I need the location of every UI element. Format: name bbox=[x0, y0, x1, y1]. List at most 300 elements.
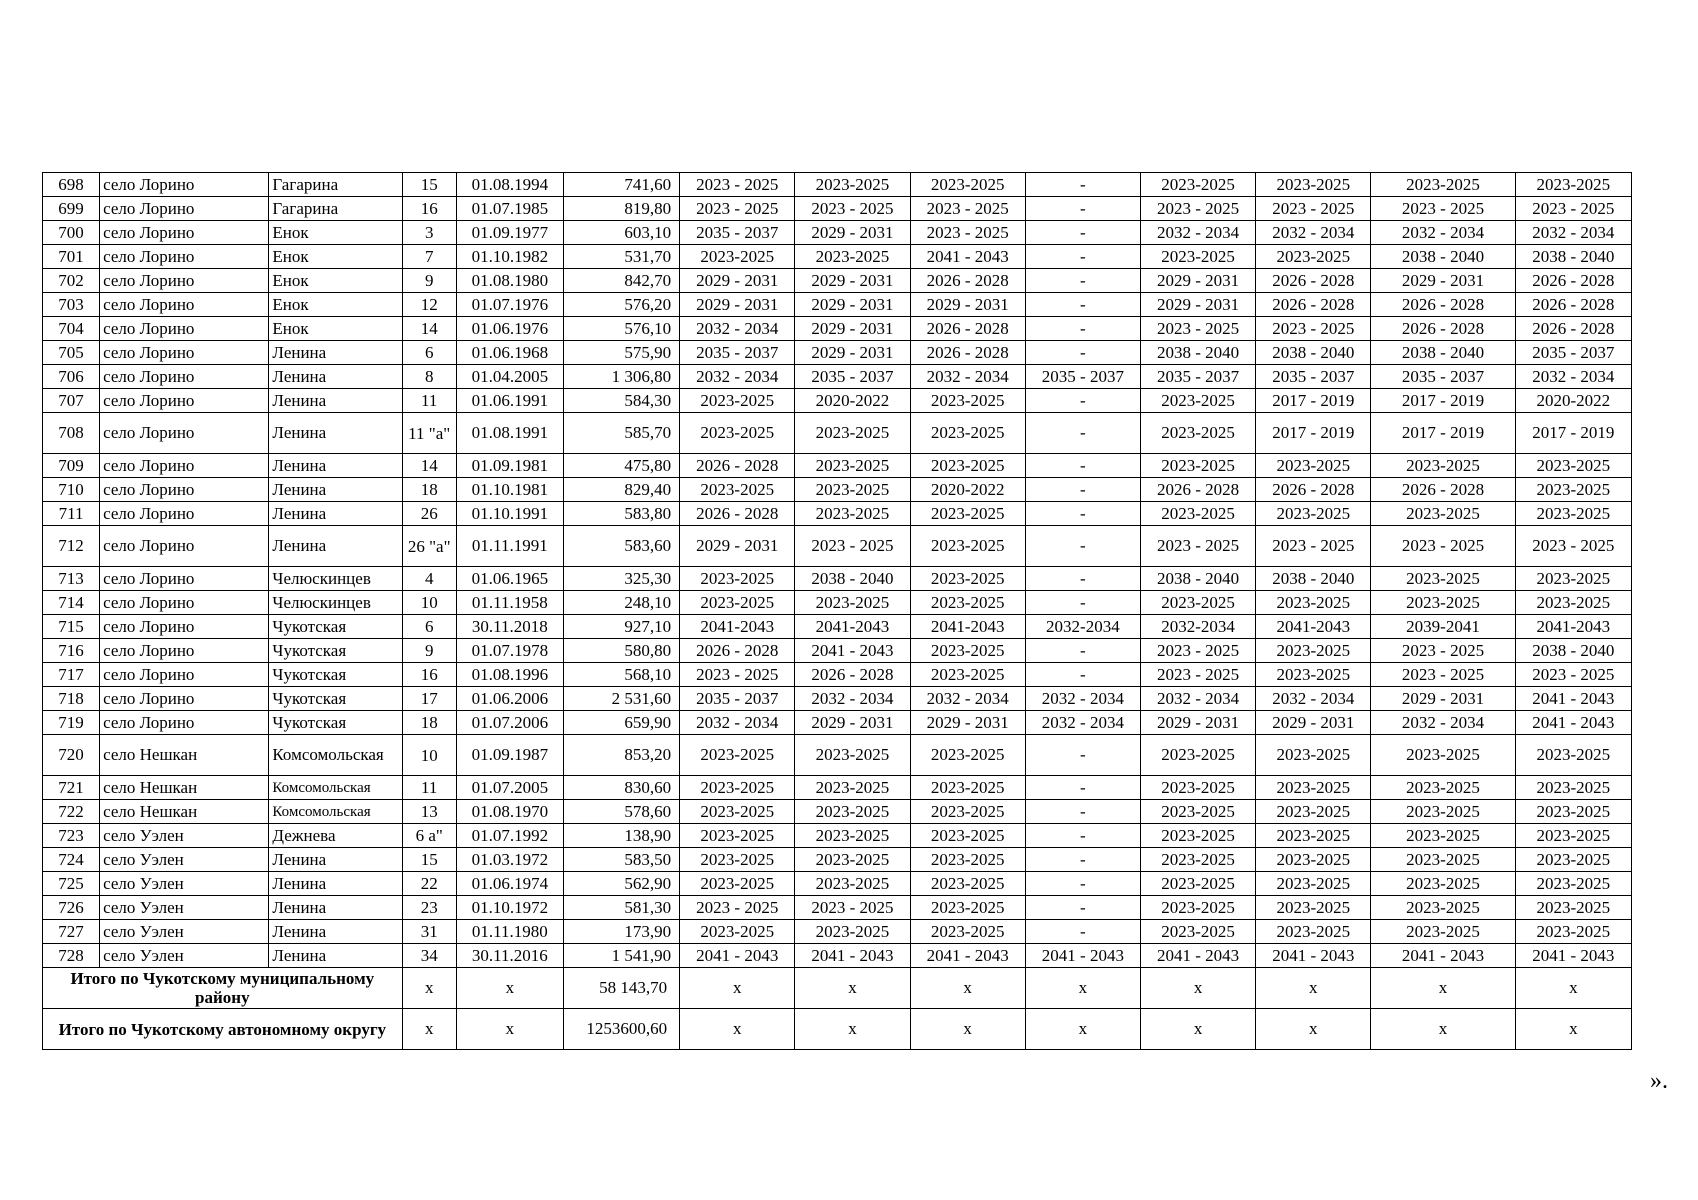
house-number-cell: 17 bbox=[402, 687, 456, 711]
period-cell: 2023-2025 bbox=[1140, 776, 1255, 800]
total-mark-cell: х bbox=[1140, 968, 1255, 1009]
area-cell: 830,60 bbox=[563, 776, 679, 800]
period-cell: 2023-2025 bbox=[680, 478, 795, 502]
period-cell: 2041 - 2043 bbox=[795, 944, 910, 968]
period-cell: 2023-2025 bbox=[1515, 824, 1631, 848]
period-cell: 2023-2025 bbox=[1256, 173, 1371, 197]
period-cell: - bbox=[1025, 776, 1140, 800]
locality-cell: село Уэлен bbox=[100, 848, 269, 872]
locality-cell: село Лорино bbox=[100, 413, 269, 454]
table-row bbox=[43, 735, 1632, 776]
period-cell: 2038 - 2040 bbox=[1371, 341, 1515, 365]
row-number-cell: 703 bbox=[43, 293, 100, 317]
period-cell: 2023-2025 bbox=[1140, 245, 1255, 269]
locality-cell: село Лорино bbox=[100, 591, 269, 615]
period-cell: 2029 - 2031 bbox=[795, 293, 910, 317]
street-cell: Ленина bbox=[269, 872, 402, 896]
row-number-cell: 707 bbox=[43, 389, 100, 413]
period-cell: 2023-2025 bbox=[795, 591, 910, 615]
period-cell: 2032 - 2034 bbox=[1371, 711, 1515, 735]
period-cell: 2038 - 2040 bbox=[1371, 245, 1515, 269]
total-mark-cell: х bbox=[680, 1009, 795, 1050]
period-cell: 2023 - 2025 bbox=[680, 896, 795, 920]
locality-cell: село Уэлен bbox=[100, 896, 269, 920]
house-number-cell: 3 bbox=[402, 221, 456, 245]
period-cell: 2023 - 2025 bbox=[795, 197, 910, 221]
total-mark-cell: х bbox=[456, 968, 563, 1009]
period-cell: 2023-2025 bbox=[910, 848, 1025, 872]
locality-cell: село Лорино bbox=[100, 173, 269, 197]
period-cell: 2023-2025 bbox=[1515, 173, 1631, 197]
period-cell: 2023-2025 bbox=[680, 824, 795, 848]
locality-cell: село Нешкан bbox=[100, 800, 269, 824]
period-cell: - bbox=[1025, 824, 1140, 848]
period-cell: 2041-2043 bbox=[910, 615, 1025, 639]
street-cell: Чукотская bbox=[269, 687, 402, 711]
period-cell: 2023-2025 bbox=[1140, 735, 1255, 776]
period-cell: 2026 - 2028 bbox=[680, 502, 795, 526]
period-cell: 2026 - 2028 bbox=[1140, 478, 1255, 502]
area-cell: 603,10 bbox=[563, 221, 679, 245]
period-cell: 2023-2025 bbox=[1515, 872, 1631, 896]
total-area-cell: 1253600,60 bbox=[563, 1009, 679, 1050]
house-number-cell: 34 bbox=[402, 944, 456, 968]
table-row bbox=[43, 389, 1632, 413]
period-cell: 2023-2025 bbox=[1371, 591, 1515, 615]
table-row bbox=[43, 591, 1632, 615]
row-number-cell: 700 bbox=[43, 221, 100, 245]
house-number-cell: 26 "а" bbox=[402, 526, 456, 567]
period-cell: 2023 - 2025 bbox=[1140, 317, 1255, 341]
period-cell: 2035 - 2037 bbox=[680, 687, 795, 711]
locality-cell: село Лорино bbox=[100, 293, 269, 317]
commissioning-date-cell: 01.06.1965 bbox=[456, 567, 563, 591]
area-cell: 853,20 bbox=[563, 735, 679, 776]
period-cell: 2017 - 2019 bbox=[1515, 413, 1631, 454]
period-cell: 2029 - 2031 bbox=[795, 711, 910, 735]
period-cell: 2023-2025 bbox=[795, 872, 910, 896]
period-cell: 2032 - 2034 bbox=[680, 711, 795, 735]
table-row bbox=[43, 848, 1632, 872]
period-cell: - bbox=[1025, 478, 1140, 502]
period-cell: 2023-2025 bbox=[680, 567, 795, 591]
period-cell: 2029 - 2031 bbox=[795, 269, 910, 293]
total-mark-cell: х bbox=[680, 968, 795, 1009]
period-cell: 2023 - 2025 bbox=[680, 663, 795, 687]
total-mark-cell: х bbox=[1371, 1009, 1515, 1050]
locality-cell: село Уэлен bbox=[100, 944, 269, 968]
period-cell: 2026 - 2028 bbox=[910, 269, 1025, 293]
house-number-cell: 11 bbox=[402, 776, 456, 800]
period-cell: 2035 - 2037 bbox=[795, 365, 910, 389]
commissioning-date-cell: 01.10.1982 bbox=[456, 245, 563, 269]
locality-cell: село Лорино bbox=[100, 365, 269, 389]
total-mark-cell: х bbox=[1256, 968, 1371, 1009]
period-cell: 2023-2025 bbox=[795, 824, 910, 848]
area-cell: 581,30 bbox=[563, 896, 679, 920]
area-cell: 1 541,90 bbox=[563, 944, 679, 968]
period-cell: 2023 - 2025 bbox=[1515, 526, 1631, 567]
house-number-cell: 14 bbox=[402, 317, 456, 341]
house-number-cell: 18 bbox=[402, 711, 456, 735]
period-cell: 2023 - 2025 bbox=[910, 221, 1025, 245]
period-cell: 2023-2025 bbox=[910, 591, 1025, 615]
period-cell: 2017 - 2019 bbox=[1371, 389, 1515, 413]
period-cell: - bbox=[1025, 800, 1140, 824]
period-cell: 2041 - 2043 bbox=[1515, 711, 1631, 735]
period-cell: 2023-2025 bbox=[1256, 920, 1371, 944]
period-cell: 2023-2025 bbox=[910, 389, 1025, 413]
area-cell: 583,60 bbox=[563, 526, 679, 567]
commissioning-date-cell: 01.11.1958 bbox=[456, 591, 563, 615]
house-number-cell: 26 bbox=[402, 502, 456, 526]
table-row bbox=[43, 687, 1632, 711]
total-area-cell: 58 143,70 bbox=[563, 968, 679, 1009]
commissioning-date-cell: 30.11.2016 bbox=[456, 944, 563, 968]
period-cell: 2026 - 2028 bbox=[1371, 478, 1515, 502]
period-cell: - bbox=[1025, 269, 1140, 293]
period-cell: 2032 - 2034 bbox=[910, 365, 1025, 389]
locality-cell: село Уэлен bbox=[100, 872, 269, 896]
period-cell: 2026 - 2028 bbox=[1515, 317, 1631, 341]
period-cell: 2023-2025 bbox=[680, 413, 795, 454]
row-number-cell: 724 bbox=[43, 848, 100, 872]
commissioning-date-cell: 01.08.1980 bbox=[456, 269, 563, 293]
period-cell: 2023-2025 bbox=[910, 824, 1025, 848]
street-cell: Ленина bbox=[269, 454, 402, 478]
area-cell: 578,60 bbox=[563, 800, 679, 824]
period-cell: - bbox=[1025, 567, 1140, 591]
period-cell: 2029 - 2031 bbox=[1371, 269, 1515, 293]
area-cell: 575,90 bbox=[563, 341, 679, 365]
table-row bbox=[43, 197, 1632, 221]
row-number-cell: 728 bbox=[43, 944, 100, 968]
locality-cell: село Лорино bbox=[100, 502, 269, 526]
row-number-cell: 704 bbox=[43, 317, 100, 341]
total-label: Итого по Чукотскому муниципальному району bbox=[43, 968, 403, 1009]
period-cell: 2023-2025 bbox=[1256, 776, 1371, 800]
row-number-cell: 715 bbox=[43, 615, 100, 639]
period-cell: 2023-2025 bbox=[1371, 896, 1515, 920]
total-mark-cell: х bbox=[795, 1009, 910, 1050]
period-cell: 2023-2025 bbox=[1256, 502, 1371, 526]
row-number-cell: 706 bbox=[43, 365, 100, 389]
street-cell: Енок bbox=[269, 293, 402, 317]
house-number-cell: 6 bbox=[402, 341, 456, 365]
period-cell: - bbox=[1025, 221, 1140, 245]
period-cell: 2029 - 2031 bbox=[910, 293, 1025, 317]
period-cell: 2023-2025 bbox=[680, 735, 795, 776]
period-cell: 2023-2025 bbox=[1140, 920, 1255, 944]
street-cell: Ленина bbox=[269, 478, 402, 502]
period-cell: 2023-2025 bbox=[1140, 413, 1255, 454]
period-cell: 2026 - 2028 bbox=[1371, 293, 1515, 317]
period-cell: 2023-2025 bbox=[910, 502, 1025, 526]
commissioning-date-cell: 01.06.1974 bbox=[456, 872, 563, 896]
period-cell: 2023-2025 bbox=[1256, 872, 1371, 896]
period-cell: 2039-2041 bbox=[1371, 615, 1515, 639]
period-cell: 2026 - 2028 bbox=[1515, 293, 1631, 317]
locality-cell: село Лорино bbox=[100, 221, 269, 245]
table-row bbox=[43, 293, 1632, 317]
period-cell: 2023-2025 bbox=[1371, 824, 1515, 848]
locality-cell: село Нешкан bbox=[100, 735, 269, 776]
locality-cell: село Лорино bbox=[100, 197, 269, 221]
table-row bbox=[43, 413, 1632, 454]
period-cell: 2023-2025 bbox=[795, 413, 910, 454]
period-cell: 2023-2025 bbox=[680, 591, 795, 615]
row-number-cell: 726 bbox=[43, 896, 100, 920]
period-cell: 2023-2025 bbox=[795, 920, 910, 944]
house-number-cell: 7 bbox=[402, 245, 456, 269]
period-cell: 2023 - 2025 bbox=[1371, 526, 1515, 567]
period-cell: 2023-2025 bbox=[1371, 848, 1515, 872]
period-cell: 2026 - 2028 bbox=[795, 663, 910, 687]
period-cell: 2023-2025 bbox=[795, 502, 910, 526]
period-cell: 2023 - 2025 bbox=[1371, 663, 1515, 687]
period-cell: 2032 - 2034 bbox=[1256, 687, 1371, 711]
period-cell: 2023-2025 bbox=[910, 454, 1025, 478]
period-cell: 2029 - 2031 bbox=[680, 293, 795, 317]
period-cell: 2032 - 2034 bbox=[1025, 711, 1140, 735]
period-cell: 2023-2025 bbox=[1256, 663, 1371, 687]
area-cell: 568,10 bbox=[563, 663, 679, 687]
period-cell: 2026 - 2028 bbox=[680, 454, 795, 478]
period-cell: 2023 - 2025 bbox=[680, 197, 795, 221]
period-cell: 2017 - 2019 bbox=[1371, 413, 1515, 454]
period-cell: 2035 - 2037 bbox=[1515, 341, 1631, 365]
table-row bbox=[43, 221, 1632, 245]
total-mark-cell: х bbox=[402, 1009, 456, 1050]
commissioning-date-cell: 01.10.1972 bbox=[456, 896, 563, 920]
table-row bbox=[43, 776, 1632, 800]
street-cell: Ленина bbox=[269, 365, 402, 389]
total-mark-cell: х bbox=[1025, 968, 1140, 1009]
street-cell: Ленина bbox=[269, 502, 402, 526]
street-cell: Ленина bbox=[269, 413, 402, 454]
period-cell: 2038 - 2040 bbox=[1256, 341, 1371, 365]
period-cell: 2023-2025 bbox=[1515, 735, 1631, 776]
table-row bbox=[43, 824, 1632, 848]
period-cell: 2023-2025 bbox=[1371, 872, 1515, 896]
area-cell: 584,30 bbox=[563, 389, 679, 413]
house-number-cell: 15 bbox=[402, 173, 456, 197]
table-row bbox=[43, 526, 1632, 567]
locality-cell: село Лорино bbox=[100, 663, 269, 687]
area-cell: 475,80 bbox=[563, 454, 679, 478]
area-cell: 576,10 bbox=[563, 317, 679, 341]
period-cell: - bbox=[1025, 341, 1140, 365]
period-cell: 2038 - 2040 bbox=[1515, 639, 1631, 663]
street-cell: Енок bbox=[269, 245, 402, 269]
street-cell: Челюскинцев bbox=[269, 591, 402, 615]
total-mark-cell: х bbox=[1371, 968, 1515, 1009]
period-cell: 2023-2025 bbox=[795, 800, 910, 824]
period-cell: 2041 - 2043 bbox=[910, 245, 1025, 269]
period-cell: 2041 - 2043 bbox=[910, 944, 1025, 968]
period-cell: 2023-2025 bbox=[795, 454, 910, 478]
table-body bbox=[43, 173, 1632, 1050]
street-cell: Челюскинцев bbox=[269, 567, 402, 591]
period-cell: 2032 - 2034 bbox=[1515, 365, 1631, 389]
period-cell: 2023-2025 bbox=[1140, 800, 1255, 824]
period-cell: - bbox=[1025, 173, 1140, 197]
row-number-cell: 698 bbox=[43, 173, 100, 197]
period-cell: 2023-2025 bbox=[910, 920, 1025, 944]
area-cell: 576,20 bbox=[563, 293, 679, 317]
period-cell: 2023-2025 bbox=[1140, 502, 1255, 526]
total-mark-cell: х bbox=[910, 968, 1025, 1009]
commissioning-date-cell: 01.06.1968 bbox=[456, 341, 563, 365]
period-cell: - bbox=[1025, 317, 1140, 341]
locality-cell: село Лорино bbox=[100, 567, 269, 591]
period-cell: 2023-2025 bbox=[1256, 245, 1371, 269]
table-row bbox=[43, 920, 1632, 944]
street-cell: Ленина bbox=[269, 341, 402, 365]
period-cell: 2023 - 2025 bbox=[1256, 317, 1371, 341]
row-number-cell: 699 bbox=[43, 197, 100, 221]
total-mark-cell: х bbox=[795, 968, 910, 1009]
period-cell: 2023-2025 bbox=[1371, 800, 1515, 824]
area-cell: 819,80 bbox=[563, 197, 679, 221]
locality-cell: село Уэлен bbox=[100, 824, 269, 848]
row-number-cell: 727 bbox=[43, 920, 100, 944]
period-cell: 2017 - 2019 bbox=[1256, 389, 1371, 413]
commissioning-date-cell: 01.08.1996 bbox=[456, 663, 563, 687]
period-cell: 2035 - 2037 bbox=[1371, 365, 1515, 389]
period-cell: 2023-2025 bbox=[680, 776, 795, 800]
period-cell: 2023-2025 bbox=[1140, 872, 1255, 896]
period-cell: - bbox=[1025, 896, 1140, 920]
row-number-cell: 709 bbox=[43, 454, 100, 478]
street-cell: Ленина bbox=[269, 526, 402, 567]
period-cell: 2023 - 2025 bbox=[1256, 526, 1371, 567]
period-cell: 2029 - 2031 bbox=[795, 317, 910, 341]
commissioning-date-cell: 01.07.1976 bbox=[456, 293, 563, 317]
locality-cell: село Лорино bbox=[100, 317, 269, 341]
house-number-cell: 16 bbox=[402, 663, 456, 687]
house-number-cell: 6 bbox=[402, 615, 456, 639]
commissioning-date-cell: 01.06.2006 bbox=[456, 687, 563, 711]
row-number-cell: 711 bbox=[43, 502, 100, 526]
commissioning-date-cell: 01.08.1970 bbox=[456, 800, 563, 824]
period-cell: 2023 - 2025 bbox=[1140, 526, 1255, 567]
house-number-cell: 16 bbox=[402, 197, 456, 221]
period-cell: 2029 - 2031 bbox=[1256, 711, 1371, 735]
commissioning-date-cell: 01.07.1985 bbox=[456, 197, 563, 221]
table-row bbox=[43, 341, 1632, 365]
commissioning-date-cell: 01.10.1981 bbox=[456, 478, 563, 502]
period-cell: 2029 - 2031 bbox=[1140, 269, 1255, 293]
house-number-cell: 9 bbox=[402, 269, 456, 293]
period-cell: - bbox=[1025, 454, 1140, 478]
period-cell: 2029 - 2031 bbox=[1140, 711, 1255, 735]
period-cell: 2038 - 2040 bbox=[1515, 245, 1631, 269]
period-cell: 2029 - 2031 bbox=[680, 269, 795, 293]
period-cell: 2023-2025 bbox=[795, 245, 910, 269]
locality-cell: село Лорино bbox=[100, 341, 269, 365]
table-row bbox=[43, 173, 1632, 197]
period-cell: 2023-2025 bbox=[910, 896, 1025, 920]
period-cell: 2023-2025 bbox=[1256, 639, 1371, 663]
period-cell: 2023-2025 bbox=[680, 389, 795, 413]
period-cell: 2023 - 2025 bbox=[1515, 197, 1631, 221]
table-row bbox=[43, 317, 1632, 341]
period-cell: 2023-2025 bbox=[910, 663, 1025, 687]
street-cell: Чукотская bbox=[269, 711, 402, 735]
locality-cell: село Уэлен bbox=[100, 920, 269, 944]
period-cell: 2017 - 2019 bbox=[1256, 413, 1371, 454]
table-row bbox=[43, 269, 1632, 293]
period-cell: 2023-2025 bbox=[910, 735, 1025, 776]
locality-cell: село Лорино bbox=[100, 639, 269, 663]
table-row bbox=[43, 872, 1632, 896]
commissioning-date-cell: 01.08.1991 bbox=[456, 413, 563, 454]
period-cell: - bbox=[1025, 245, 1140, 269]
period-cell: 2029 - 2031 bbox=[1371, 687, 1515, 711]
house-number-cell: 10 bbox=[402, 591, 456, 615]
row-number-cell: 721 bbox=[43, 776, 100, 800]
house-number-cell: 22 bbox=[402, 872, 456, 896]
area-cell: 741,60 bbox=[563, 173, 679, 197]
period-cell: 2023 - 2025 bbox=[1371, 197, 1515, 221]
locality-cell: село Лорино bbox=[100, 245, 269, 269]
table-row bbox=[43, 478, 1632, 502]
row-number-cell: 720 bbox=[43, 735, 100, 776]
period-cell: 2023-2025 bbox=[1140, 454, 1255, 478]
period-cell: 2026 - 2028 bbox=[910, 341, 1025, 365]
total-mark-cell: х bbox=[402, 968, 456, 1009]
period-cell: 2023-2025 bbox=[910, 413, 1025, 454]
period-cell: 2032 - 2034 bbox=[680, 365, 795, 389]
commissioning-date-cell: 01.07.2005 bbox=[456, 776, 563, 800]
period-cell: 2041-2043 bbox=[680, 615, 795, 639]
period-cell: 2023-2025 bbox=[680, 848, 795, 872]
period-cell: 2023-2025 bbox=[1515, 478, 1631, 502]
row-number-cell: 717 bbox=[43, 663, 100, 687]
period-cell: 2035 - 2037 bbox=[680, 341, 795, 365]
street-cell: Чукотская bbox=[269, 663, 402, 687]
total-mark-cell: х bbox=[456, 1009, 563, 1050]
housing-repair-table bbox=[42, 172, 1632, 1050]
period-cell: 2041 - 2043 bbox=[1515, 944, 1631, 968]
total-row bbox=[43, 1009, 1632, 1050]
house-number-cell: 13 bbox=[402, 800, 456, 824]
period-cell: 2041-2043 bbox=[1515, 615, 1631, 639]
period-cell: 2023-2025 bbox=[1140, 848, 1255, 872]
period-cell: 2029 - 2031 bbox=[1140, 293, 1255, 317]
commissioning-date-cell: 01.09.1987 bbox=[456, 735, 563, 776]
area-cell: 325,30 bbox=[563, 567, 679, 591]
total-mark-cell: х bbox=[910, 1009, 1025, 1050]
commissioning-date-cell: 01.03.1972 bbox=[456, 848, 563, 872]
period-cell: 2023-2025 bbox=[910, 872, 1025, 896]
period-cell: 2032 - 2034 bbox=[680, 317, 795, 341]
period-cell: 2029 - 2031 bbox=[795, 221, 910, 245]
table-row bbox=[43, 245, 1632, 269]
period-cell: 2023-2025 bbox=[1371, 454, 1515, 478]
period-cell: 2023 - 2025 bbox=[1140, 663, 1255, 687]
period-cell: 2023-2025 bbox=[1140, 173, 1255, 197]
period-cell: 2023-2025 bbox=[1371, 920, 1515, 944]
table-row bbox=[43, 567, 1632, 591]
row-number-cell: 713 bbox=[43, 567, 100, 591]
period-cell: 2023-2025 bbox=[1515, 800, 1631, 824]
period-cell: 2041 - 2043 bbox=[1025, 944, 1140, 968]
row-number-cell: 710 bbox=[43, 478, 100, 502]
house-number-cell: 15 bbox=[402, 848, 456, 872]
period-cell: 2023 - 2025 bbox=[680, 173, 795, 197]
